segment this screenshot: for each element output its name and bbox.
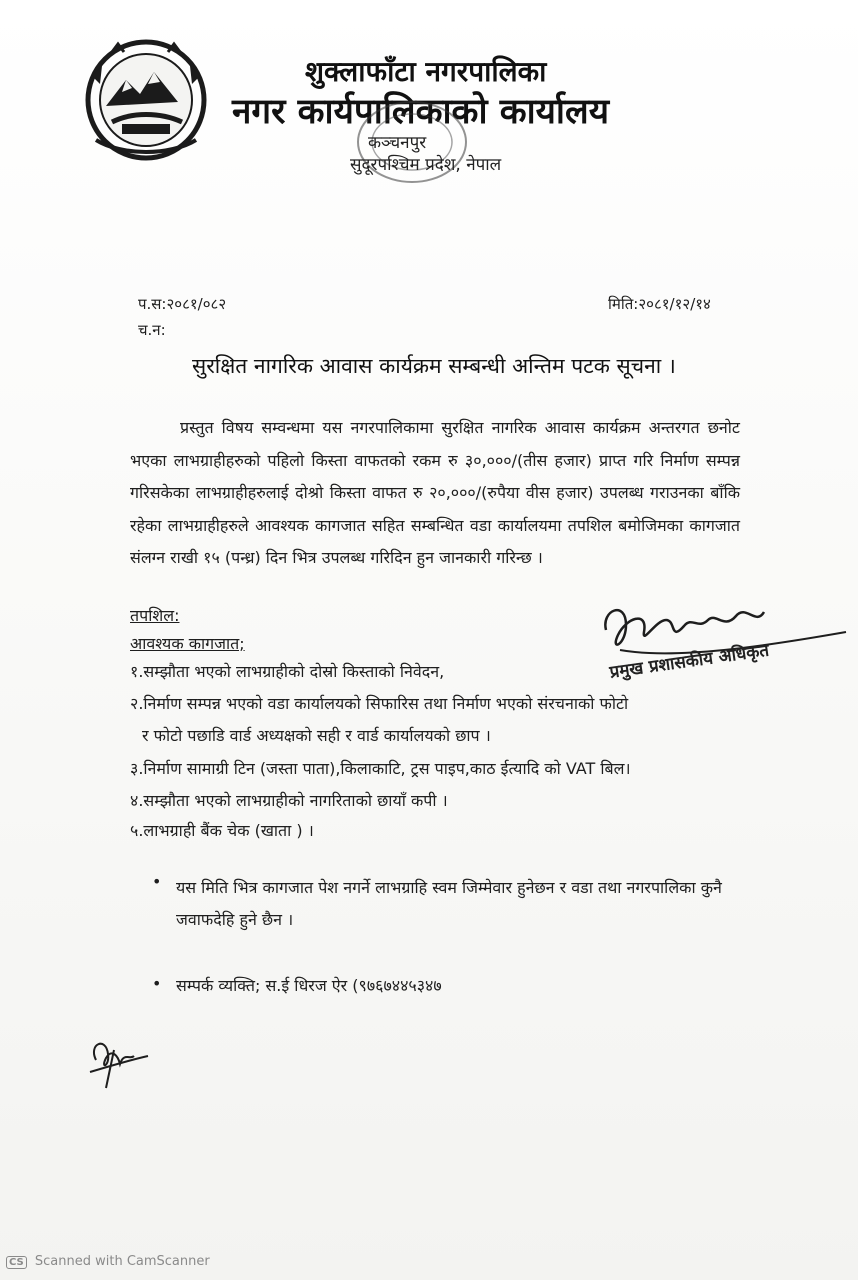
- watermark-text: Scanned with CamScanner: [34, 1254, 210, 1269]
- scanner-watermark: [6, 1254, 210, 1269]
- list-item: १.सम्झौता भएको लाभग्राहीको दोस्रो किस्ताको निवेदन,: [130, 662, 445, 681]
- list-item: ३.निर्माण सामाग्री टिन (जस्ता पाता),किलाकाटि, ट्रस पाइप,काठ ईत्यादि को VAT बिल।: [130, 759, 631, 778]
- bullet-icon: •: [152, 872, 162, 891]
- list-item: ४.सम्झौता भएको लाभग्राहीको नागरिताको छायाँ कपी ।: [130, 791, 448, 810]
- notice-subject: सुरक्षित नागरिक आवास कार्यक्रम सम्बन्धी अन्तिम पटक सूचना ।: [192, 354, 676, 378]
- notice-body: प्रस्तुत विषय सम्वन्धमा यस नगरपालिकामा सुरक्षित नागरिक आवास कार्यक्रम अन्तरगत छनोट भएका लाभग्राहीहरुको पहिलो किस्ता वाफतको रकम रु ३०,०००/(तीस हजार) प्राप्त गरि निर्माण सम्पन्न गरिसकेका लाभग्राहीहरुलाई दोश्रो किस्ता वाफत रु २०,०००/(रुपैया वीस हजार) उपलब्ध गराउनका बाँकि रहेका लाभग्राहीहरुले आवश्यक कागजात सहित सम्बन्धित वडा कार्यालयमा तपशिल बमोजिमका कागजात संलग्न राखी १५ (पन्ध्र) दिन भित्र उपलब्ध गरिदिन हुन जानकारी गरिन्छ ।: [130, 418, 740, 567]
- details-heading: तपशिल:: [130, 606, 180, 625]
- address-district: कञ्चनपुर: [368, 133, 427, 153]
- reference-number: प.स:२०८१/०८२: [138, 295, 227, 313]
- list-item: २.निर्माण सम्पन्न भएको वडा कार्यालयको सिफारिस तथा निर्माण भएको संरचनाको फोटो: [130, 694, 629, 713]
- camscanner-logo-icon: CS: [6, 1256, 27, 1269]
- dispatch-number: च.न:: [138, 321, 166, 339]
- office-name: नगर कार्यपालिकाको कार्यालय: [232, 92, 610, 132]
- list-item: ५.लाभग्राही बैंक चेक (खाता ) ।: [130, 821, 314, 840]
- list-item: र फोटो पछाडि वार्ड अध्यक्षको सही र वार्ड कार्यालयको छाप ।: [142, 726, 491, 745]
- bullet-icon: •: [152, 974, 162, 993]
- notice-date: मिति:२०८१/१२/१४: [608, 295, 711, 313]
- municipality-emblem-icon: [82, 36, 210, 164]
- required-documents-heading: आवश्यक कागजात;: [130, 634, 245, 653]
- address-province: सुदूरपश्चिम प्रदेश, नेपाल: [350, 155, 502, 175]
- municipality-name: शुक्लाफाँटा नगरपालिका: [305, 55, 547, 88]
- initials-signature: [84, 1030, 154, 1092]
- signatory-title: प्रमुख प्रशासकीय अधिकृत: [608, 640, 771, 683]
- note-responsibility: यस मिति भित्र कागजात पेश नगर्ने लाभग्राहि स्वम जिम्मेवार हुनेछन र वडा तथा नगरपालिका कुनै जवाफदेहि हुने छैन ।: [176, 878, 722, 929]
- note-contact-person: सम्पर्क व्यक्ति; स.ई धिरज ऐर (९७६७४४५३४७: [176, 976, 442, 995]
